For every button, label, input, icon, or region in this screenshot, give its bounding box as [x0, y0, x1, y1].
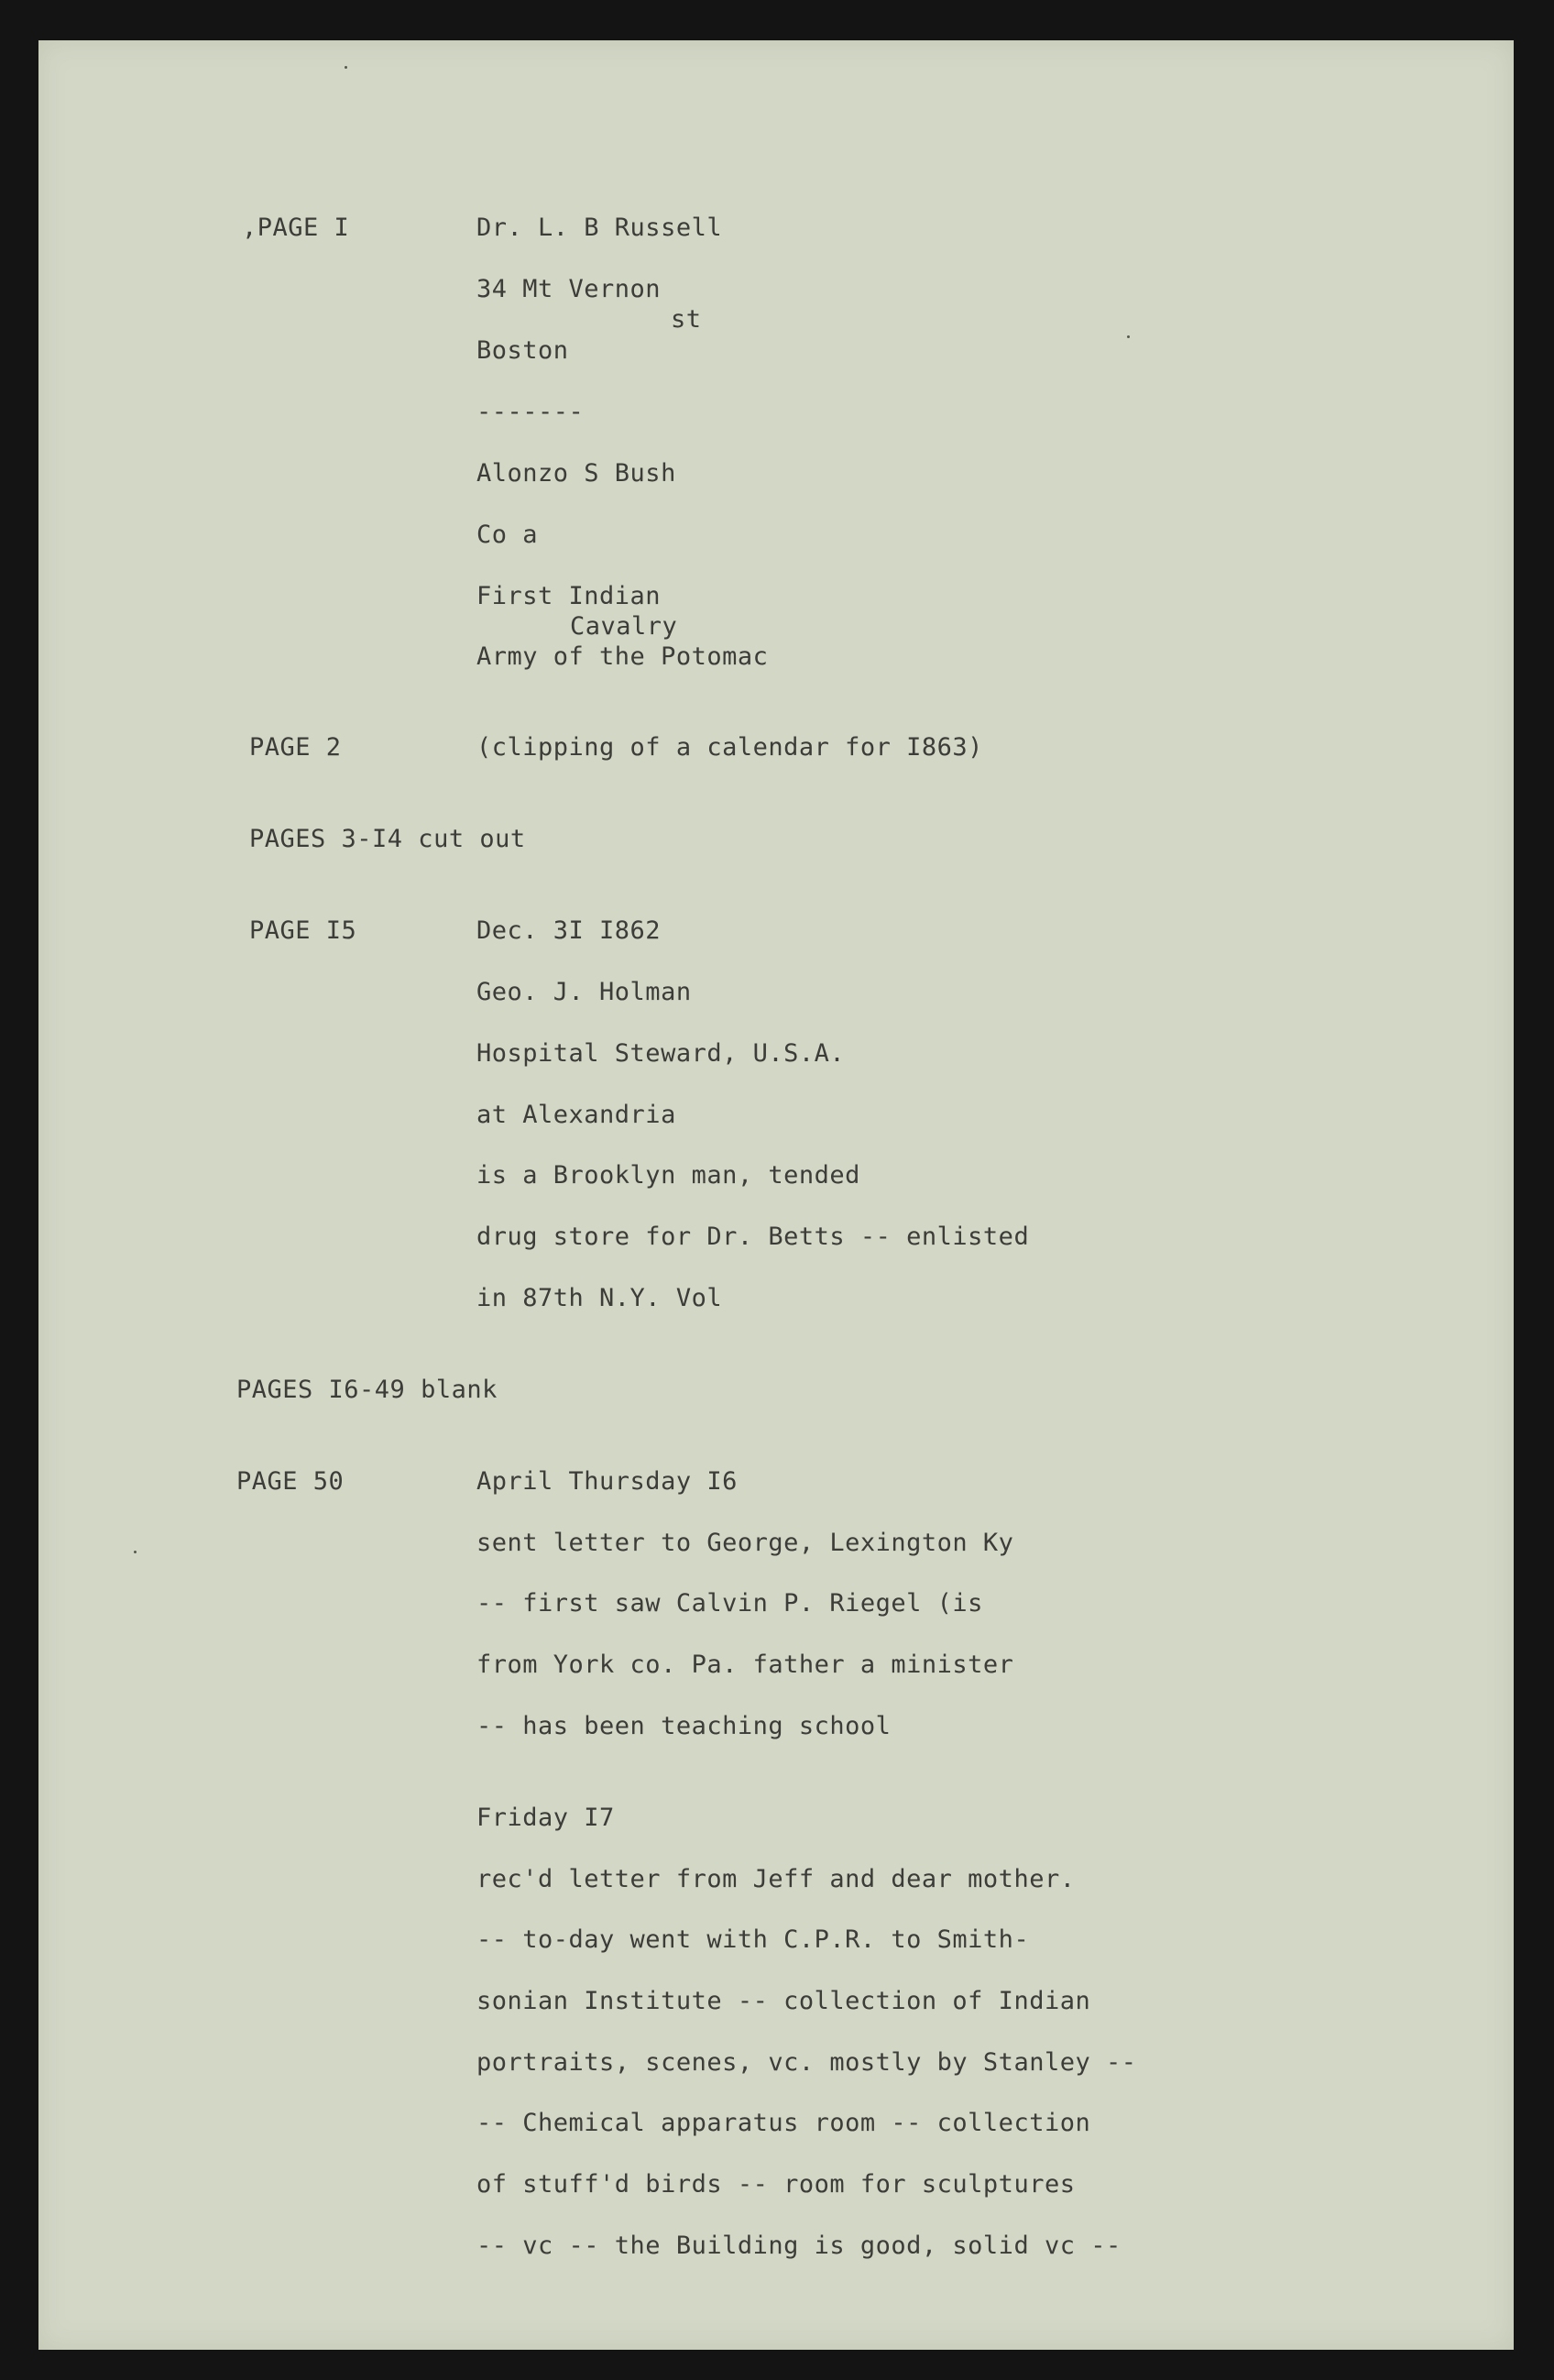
entry-line: Alonzo S Bush	[476, 459, 676, 488]
typed-page	[38, 40, 1514, 2350]
page-50-label: PAGE 50	[236, 1467, 345, 1496]
entry-line: drug store for Dr. Betts -- enlisted	[476, 1223, 1030, 1251]
pages-16-49-note: PAGES I6-49 blank	[236, 1376, 498, 1404]
entry-line: 34 Mt Vernon	[476, 275, 662, 303]
entry-line: in 87th N.Y. Vol	[476, 1284, 723, 1312]
entry-line: st	[671, 305, 702, 334]
page-2-label: PAGE 2	[249, 733, 342, 762]
paper-speck	[134, 1551, 137, 1553]
entry-line: -- Chemical apparatus room -- collection	[476, 2109, 1091, 2137]
page-1-label: ,PAGE I	[242, 214, 350, 242]
entry-line: -- to-day went with C.P.R. to Smith-	[476, 1925, 1030, 1954]
entry-line: rec'd letter from Jeff and dear mother.	[476, 1865, 1076, 1893]
entry-line: -- first saw Calvin P. Riegel (is	[476, 1589, 983, 1618]
entry-line: -- vc -- the Building is good, solid vc --	[476, 2232, 1122, 2260]
pages-3-14-note: PAGES 3-I4 cut out	[249, 825, 526, 853]
entry-line: (clipping of a calendar for I863)	[476, 733, 983, 762]
entry-line: Boston	[476, 336, 569, 365]
page-15-label: PAGE I5	[249, 916, 357, 945]
entry-line: Dr. L. B Russell	[476, 214, 723, 242]
paper-speck	[345, 66, 347, 69]
entry-line: Co a	[476, 521, 539, 549]
entry-divider: -------	[476, 398, 585, 426]
entry-line: First Indian	[476, 582, 662, 610]
entry-line: sonian Institute -- collection of Indian	[476, 1987, 1091, 2015]
paper-speck	[1127, 335, 1130, 338]
entry-line: Dec. 3I I862	[476, 916, 662, 945]
entry-line: of stuff'd birds -- room for sculptures	[476, 2170, 1076, 2199]
entry-line: -- has been teaching school	[476, 1712, 892, 1740]
entry-line: at Alexandria	[476, 1101, 676, 1129]
entry-line: Cavalry	[570, 612, 678, 641]
entry-line: Army of the Potomac	[476, 642, 769, 671]
entry-line: Hospital Steward, U.S.A.	[476, 1039, 846, 1068]
entry-line: from York co. Pa. father a minister	[476, 1651, 1014, 1679]
entry-line: April Thursday I6	[476, 1467, 738, 1496]
entry-line: Friday I7	[476, 1804, 615, 1832]
entry-line: is a Brooklyn man, tended	[476, 1161, 860, 1190]
entry-line: portraits, scenes, vc. mostly by Stanley --	[476, 2048, 1137, 2077]
entry-line: sent letter to George, Lexington Ky	[476, 1529, 1014, 1557]
entry-line: Geo. J. Holman	[476, 978, 692, 1006]
